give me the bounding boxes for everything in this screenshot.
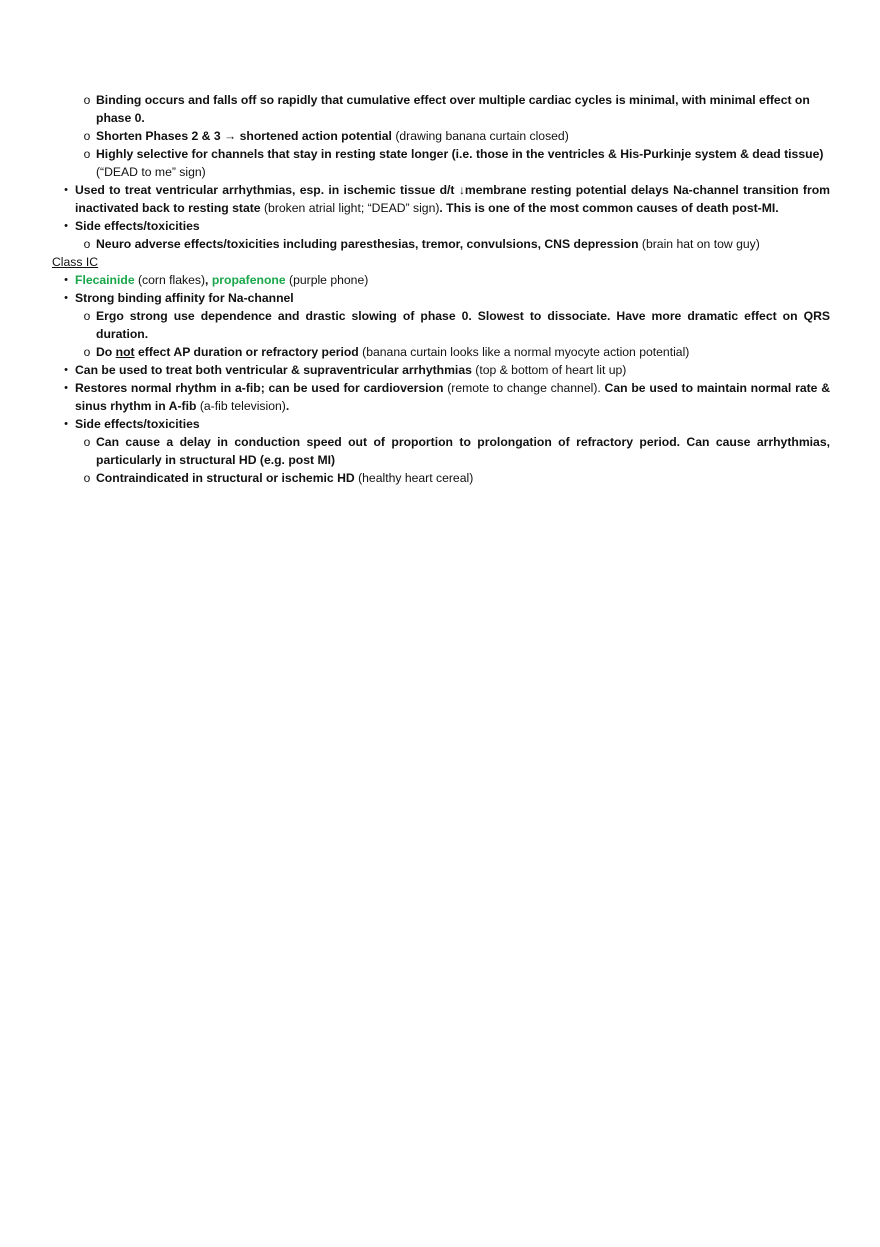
text-run: effect AP duration or refractory period: [134, 345, 359, 359]
bullet-item: [52, 415, 830, 433]
text-run: Side effects/toxicities: [75, 417, 200, 431]
sub-bullet-item: [52, 235, 830, 253]
text-run: Binding occurs and falls off so rapidly that cumulative effect over multiple cardiac cycles is minimal, with minimal effect on phase 0.: [96, 93, 810, 125]
text-run: (drawing banana curtain closed): [391, 129, 569, 143]
text-run: Strong binding affinity for Na-channel: [75, 291, 294, 305]
text-run: (broken atrial light; “DEAD” sign): [260, 201, 440, 215]
bullet-item: [52, 379, 830, 415]
bullet-marker: •: [64, 364, 68, 376]
bullet-item: [52, 289, 830, 307]
bullet-item: [52, 361, 830, 379]
sub-bullet-marker: o: [83, 309, 91, 323]
bullet-marker: •: [64, 418, 68, 430]
bullet-marker: •: [64, 292, 68, 304]
text-run: Can be used to treat both ventricular & supraventricular arrhythmias: [75, 363, 472, 377]
text-run: Flecainide: [75, 273, 135, 287]
text-run: (brain hat on tow guy): [638, 237, 760, 251]
text-run: (top & bottom of heart lit up): [471, 363, 627, 377]
bullet-item: [52, 271, 830, 289]
text-run: . This is one of the most common causes of death post-MI.: [439, 201, 779, 215]
text-run: (“DEAD to me” sign): [96, 165, 206, 179]
text-run: Ergo strong use dependence and drastic slowing of phase 0. Slowest to dissociate. Have more dramatic effect on QRS duration.: [96, 309, 830, 341]
text-run: Can cause a delay in conduction speed out of proportion to prolongation of refractory period. Can cause arrhythmias, particularly in structural HD (e.g. post MI): [96, 435, 830, 467]
sub-bullet-item: [52, 127, 830, 145]
bullet-item: [52, 181, 830, 217]
sub-bullet-item: [52, 469, 830, 487]
bullet-marker: •: [64, 382, 68, 394]
bullet-marker: •: [64, 220, 68, 232]
text-run: .: [285, 399, 290, 413]
sub-bullet-marker: o: [83, 435, 91, 449]
text-run: ,: [205, 273, 212, 287]
sub-bullet-marker: o: [83, 237, 91, 251]
sub-bullet-item: [52, 433, 830, 469]
text-run: Highly selective for channels that stay in resting state longer (i.e. those in the ventricles & His-Purkinje system & dead tissue): [96, 147, 824, 161]
sub-bullet-marker: o: [83, 471, 91, 485]
sub-bullet-marker: o: [83, 345, 91, 359]
text-run: not: [115, 345, 135, 359]
text-run: (banana curtain looks like a normal myocyte action potential): [358, 345, 690, 359]
sub-bullet-item: [52, 343, 830, 361]
text-run: (a-fib television): [196, 399, 286, 413]
text-run: (healthy heart cereal): [354, 471, 474, 485]
text-run: Neuro adverse effects/toxicities including paresthesias, tremor, convulsions, CNS depression: [96, 237, 639, 251]
text-run: Contraindicated in structural or ischemic HD: [96, 471, 355, 485]
sub-bullet-marker: o: [83, 93, 91, 107]
text-run: Do: [96, 345, 116, 359]
sub-bullet-item: [52, 91, 830, 127]
bullet-marker: •: [64, 184, 68, 196]
sub-bullet-marker: o: [83, 147, 91, 161]
text-run: Can be used to maintain normal rate & sinus rhythm in A-fib: [75, 381, 830, 413]
sub-bullet-item: [52, 307, 830, 343]
text-run: Class IC: [52, 255, 99, 269]
text-run: Shorten Phases 2 & 3 → shortened action potential: [96, 129, 392, 143]
text-run: Restores normal rhythm in a-fib; can be used for cardioversion: [75, 381, 444, 395]
section-heading: [52, 253, 830, 271]
text-run: Used to treat ventricular arrhythmias, esp. in ischemic tissue d/t ↓membrane resting potential delays Na-channel transition from inactivated back to resting state: [75, 183, 830, 215]
sub-bullet-marker: o: [83, 129, 91, 143]
bullet-marker: •: [64, 274, 68, 286]
sub-bullet-item: [52, 145, 830, 181]
text-run: (purple phone): [285, 273, 369, 287]
text-run: (corn flakes): [134, 273, 206, 287]
bullet-item: [52, 217, 830, 235]
text-run: Side effects/toxicities: [75, 219, 200, 233]
notes-body: [52, 91, 830, 487]
text-run: (remote to change channel).: [443, 381, 605, 395]
text-run: propafenone: [211, 273, 286, 287]
